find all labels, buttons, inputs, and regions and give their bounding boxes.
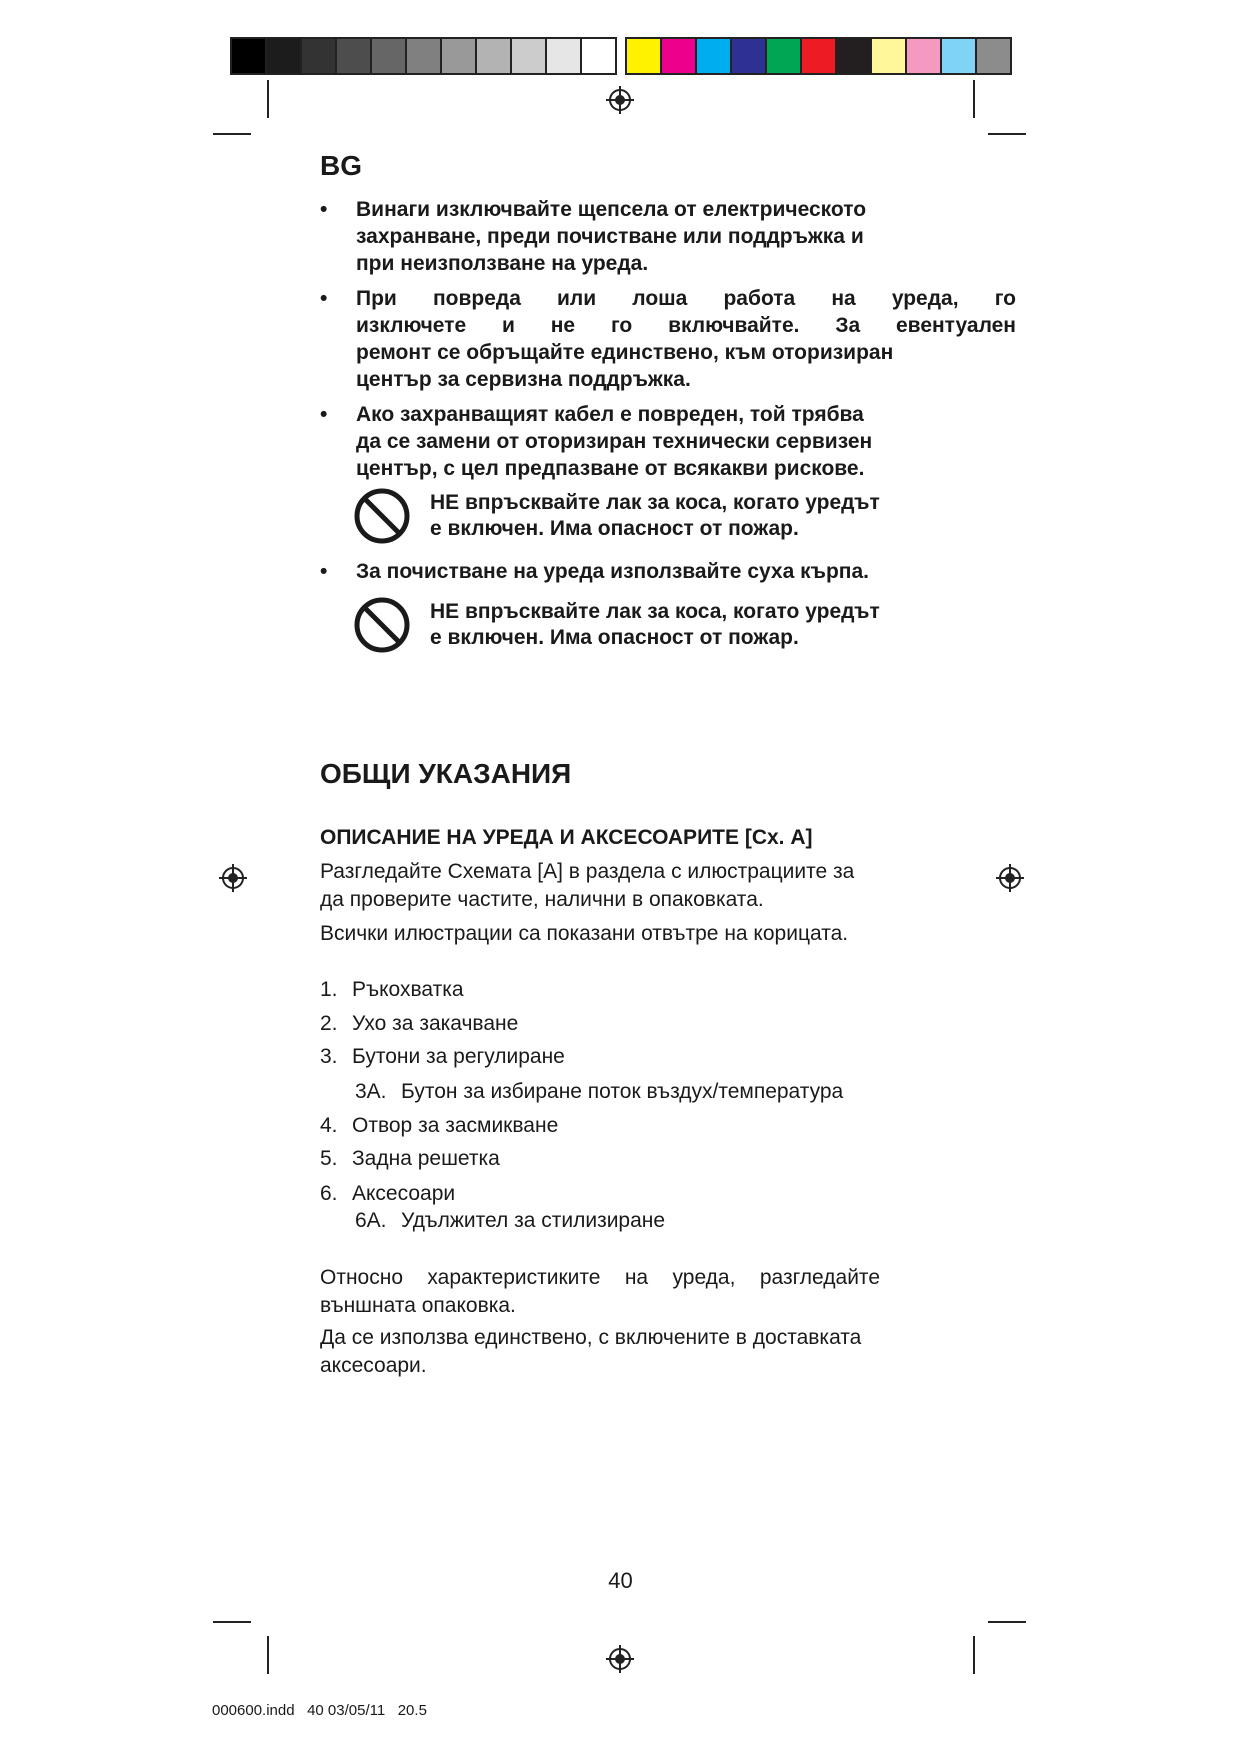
safety-bullet [320,196,1020,277]
part-number: 2. [320,1012,338,1035]
gray-swatch [580,37,617,75]
part-item [320,1112,558,1140]
warning-line: е включен. Има опасност от пожар. [430,626,799,649]
crop-mark-top-left-horizontal [213,133,251,135]
features-line: външната опаковка. [320,1294,516,1317]
intro-line: да проверите частите, налични в опаковката. [320,888,764,911]
part-label: Аксесоари [352,1182,456,1205]
warning-line: НЕ впръсквайте лак за коса, когато уредът [430,491,880,514]
accessories-paragraph [320,1324,930,1380]
registration-mark-top-icon [606,86,634,114]
bullet-line: ремонт се обръщайте единствено, към оторизиран [356,341,894,364]
part-label: Отвор за засмикване [352,1114,559,1137]
crop-mark-top-left-vertical [267,80,269,118]
crop-mark-top-right-vertical [973,80,975,118]
bullet-line: захранване, преди почистване или поддръжка и [356,225,864,248]
bullet-line: Ако захранващият кабел е повреден, той трябва [356,403,864,426]
bullet-marker: • [320,560,328,583]
gray-swatch [370,37,407,75]
safety-bullet [320,285,1016,393]
part-label: Задна решетка [352,1147,500,1170]
crop-mark-bottom-right-horizontal [988,1621,1026,1623]
warning-line: НЕ впръсквайте лак за коса, когато уредът [430,600,880,623]
bullet-line: За почистване на уреда използвайте суха кърпа. [356,560,869,583]
gray-swatch [440,37,477,75]
part-number: 6. [320,1182,338,1205]
illustrations-note: Всички илюстрации са показани отвътре на корицата. [320,922,849,945]
part-item [320,976,464,1004]
part-item [320,1010,518,1038]
part-subitem [355,1078,843,1106]
color-swatch [940,37,977,75]
crop-mark-bottom-left-vertical [267,1636,269,1674]
color-swatch [835,37,872,75]
part-number: 1. [320,978,338,1001]
part-item [320,1180,455,1208]
color-swatch [905,37,942,75]
color-swatch [800,37,837,75]
part-subitem [355,1207,665,1235]
gray-swatch [475,37,512,75]
bullet-line: При повреда или лоша работа на уреда, го [356,287,1016,310]
part-label: Удължител за стилизиране [401,1209,666,1232]
part-item [320,1043,565,1071]
features-line: Относно характеристиките на уреда, разгледайте [320,1266,880,1289]
prohibition-icon [352,595,412,655]
color-swatch [765,37,802,75]
registration-mark-left-icon [219,864,247,892]
crop-mark-bottom-left-horizontal [213,1621,251,1623]
safety-bullet [320,558,1020,585]
color-swatch [870,37,907,75]
section-language-code: BG [320,150,362,181]
part-number: 5. [320,1147,338,1170]
part-number: 3A. [355,1080,387,1103]
bullet-line: център за сервизна поддръжка. [356,368,691,391]
intro-paragraph [320,858,930,914]
color-calibration-bar [230,37,1010,75]
part-item [320,1145,500,1173]
color-swatch [660,37,697,75]
features-paragraph [320,1264,880,1320]
part-number: 3. [320,1045,338,1068]
bullet-marker: • [320,403,328,426]
bullet-line: център, с цел предпазване от всякакви рискове. [356,457,865,480]
prohibition-icon [352,486,412,546]
safety-section [320,150,1020,667]
crop-mark-bottom-right-vertical [973,1636,975,1674]
part-label: Бутони за регулиране [352,1045,565,1068]
bullet-marker: • [320,198,328,221]
bullet-marker: • [320,287,328,310]
color-swatch [695,37,732,75]
accessories-line: аксесоари. [320,1354,427,1377]
gray-swatch [510,37,547,75]
accessories-line: Да се използва единствено, с включените в доставката [320,1326,862,1349]
color-swatch [975,37,1012,75]
bullet-line: Винаги изключвайте щепсела от електрическото [356,198,867,221]
gray-swatch [230,37,267,75]
description-heading: ОПИСАНИЕ НА УРЕДА И АКСЕСОАРИТЕ [Сх. А] [320,826,813,849]
bullet-line: при неизползване на уреда. [356,252,649,275]
gray-swatch [545,37,582,75]
part-label: Бутон за избиране поток въздух/температура [401,1080,844,1103]
bullet-line: изключете и не го включвайте. За евентуален [356,314,1016,337]
bullet-line: да се замени от оторизиран технически сервизен [356,430,873,453]
hairspray-warning [320,490,1020,550]
safety-bullet [320,401,1020,482]
part-number: 6A. [355,1209,387,1232]
part-label: Ръкохватка [352,978,464,1001]
registration-mark-bottom-icon [606,1645,634,1673]
page-number: 40 [608,1568,633,1593]
intro-line: Разгледайте Схемата [А] в раздела с илюстрациите за [320,860,855,883]
gray-swatch [335,37,372,75]
hairspray-warning [320,599,1020,659]
crop-mark-top-right-horizontal [988,133,1026,135]
swatch-gap [615,37,625,75]
gray-swatch [405,37,442,75]
general-instructions-heading: ОБЩИ УКАЗАНИЯ [320,758,572,789]
color-swatch [625,37,662,75]
part-number: 4. [320,1114,338,1137]
color-swatch [730,37,767,75]
gray-swatch [300,37,337,75]
gray-swatch [265,37,302,75]
part-label: Ухо за закачване [352,1012,519,1035]
registration-mark-right-icon [996,864,1024,892]
print-slug: 000600.indd 40 03/05/11 20.5 [212,1702,427,1719]
warning-line: е включен. Има опасност от пожар. [430,517,799,540]
